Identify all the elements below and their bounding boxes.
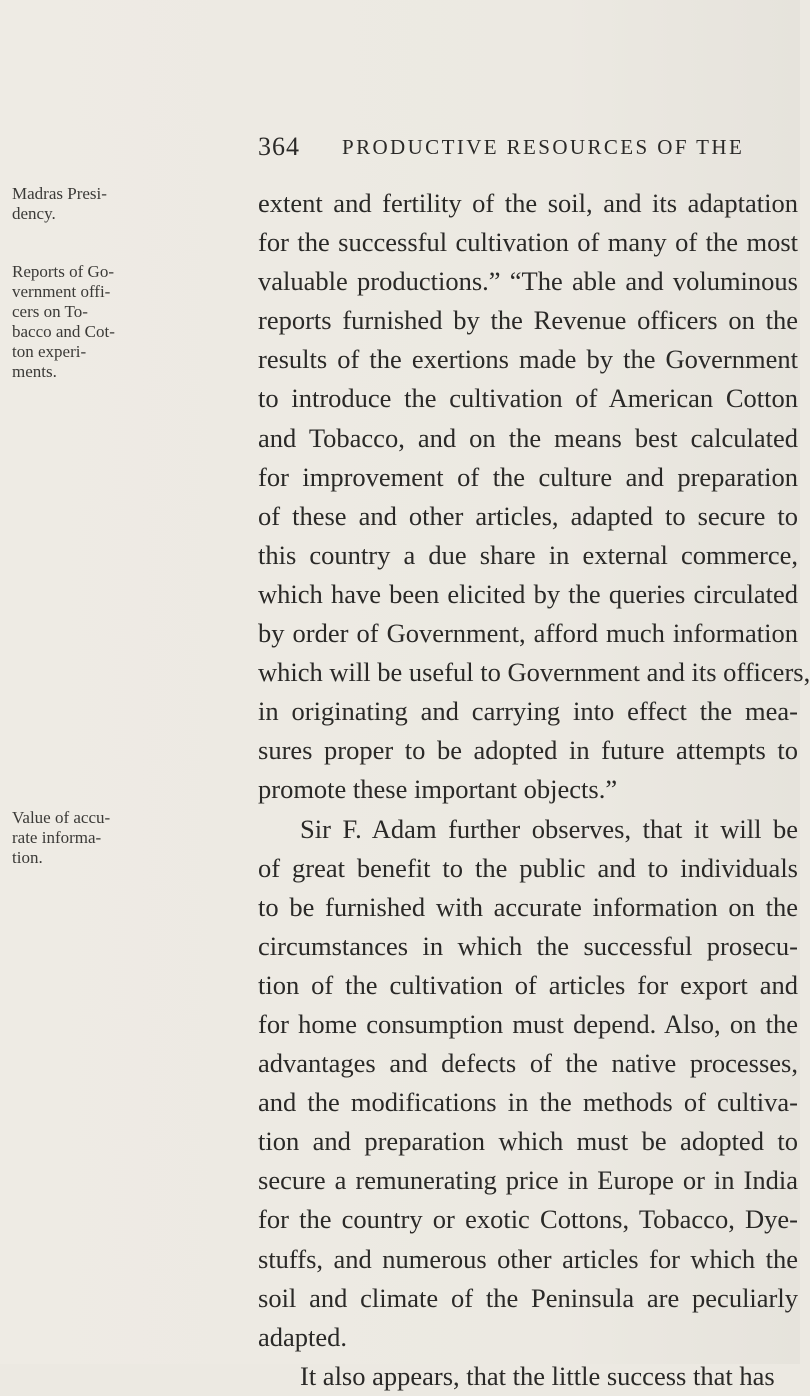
sidenote-line: ton experi- <box>12 342 87 361</box>
text-line: adapted. <box>258 1321 348 1352</box>
text-line: results of the exertions made by the Government <box>258 344 798 375</box>
sidenote-line: vernment offi- <box>12 282 111 301</box>
text-line: to be furnished with accurate information on the <box>258 891 798 922</box>
text-line: for the successful cultivation of many of the most <box>258 227 798 258</box>
sidenote-line: cers on To- <box>12 302 88 321</box>
text-line: extent and fertility of the soil, and its adaptation <box>258 188 798 218</box>
text-line: tion of the cultivation of articles for export and <box>258 969 798 1000</box>
text-line: advantages and defects of the native processes, <box>258 1048 798 1079</box>
text-line: circumstances in which the successful prosecu- <box>258 930 798 961</box>
sidenote-madras-presidency <box>12 184 222 224</box>
text-line: promote these important objects.” <box>258 774 618 805</box>
sidenote-line: bacco and Cot- <box>12 322 115 341</box>
sidenote-line: ments. <box>12 362 57 381</box>
sidenote-line: dency. <box>12 204 56 223</box>
text-line: to introduce the cultivation of American Cotton <box>258 383 798 414</box>
text-line: of great benefit to the public and to individuals <box>258 852 798 883</box>
paragraph-start-line: It also appears, that the little success that has <box>300 1360 775 1391</box>
text-line: and Tobacco, and on the means best calculated <box>258 422 798 453</box>
text-line: for the country or exotic Cottons, Tobacco, Dye- <box>258 1204 798 1235</box>
text-line: in originating and carrying into effect the mea- <box>258 696 798 727</box>
sidenote-line: tion. <box>12 848 43 867</box>
text-line: sures proper to be adopted in future attempts to <box>258 735 798 766</box>
text-line: reports furnished by the Revenue officers on the <box>258 305 798 336</box>
text-line: of these and other articles, adapted to secure to <box>258 500 798 531</box>
sidenote-line: Value of accu- <box>12 808 111 827</box>
text-line: by order of Government, afford much information <box>258 618 798 649</box>
text-line: which will be useful to Government and its officers, <box>258 657 810 688</box>
text-line: and the modifications in the methods of cultiva- <box>258 1087 798 1118</box>
sidenote-reports <box>12 262 222 382</box>
page-number: 364 <box>258 132 300 161</box>
sidenote-line: rate informa- <box>12 828 102 847</box>
text-line: secure a remunerating price in Europe or in India <box>258 1165 798 1196</box>
sidenote-value-of-information <box>12 808 222 868</box>
sidenote-line: Reports of Go- <box>12 262 114 281</box>
text-line: stuffs, and numerous other articles for which the <box>258 1243 798 1274</box>
text-line: this country a due share in external commerce, <box>258 539 798 570</box>
text-line: for home consumption must depend. Also, on the <box>258 1008 798 1039</box>
body-text <box>258 184 810 1396</box>
text-line: tion and preparation which must be adopted to <box>258 1126 798 1157</box>
text-line: soil and climate of the Peninsula are peculiarly <box>258 1282 798 1313</box>
sidenote-line: Madras Presi- <box>12 184 107 203</box>
running-title: PRODUCTIVE RESOURCES OF THE <box>342 135 745 159</box>
text-line: for improvement of the culture and preparation <box>258 461 798 492</box>
text-line: which have been elicited by the queries circulated <box>258 578 798 609</box>
paragraph-start-line: Sir F. Adam further observes, that it will be <box>300 813 798 844</box>
text-line: valuable productions.” “The able and voluminous <box>258 266 798 297</box>
page-header <box>258 132 798 172</box>
